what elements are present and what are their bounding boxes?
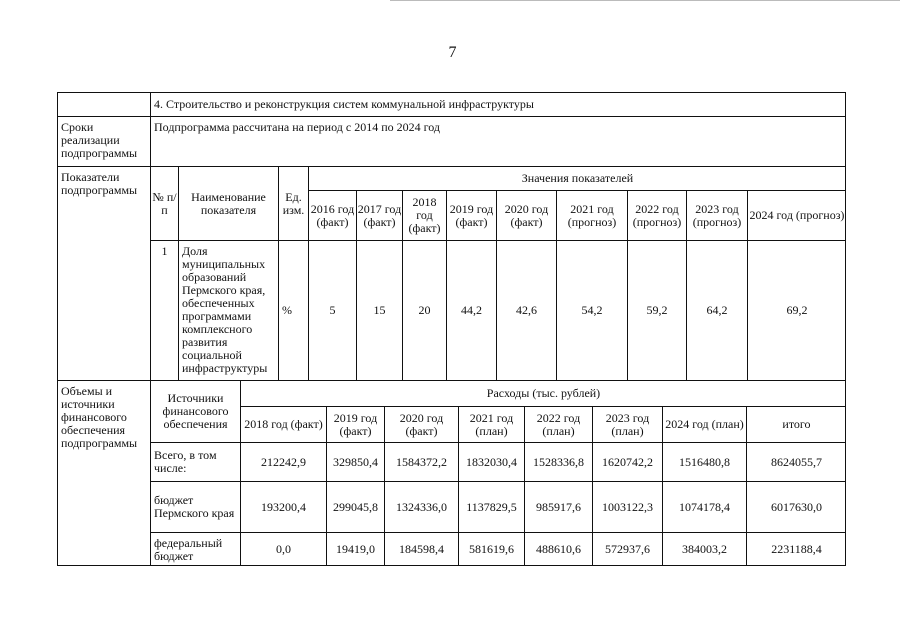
financing-value xyxy=(240,442,326,481)
indicator-row-unit-text: % xyxy=(282,303,292,317)
financing-value xyxy=(662,442,746,481)
indicator-year-header xyxy=(308,190,356,240)
indicators-values-header xyxy=(308,166,846,190)
financing-year-header-text: 2021 год (план) xyxy=(469,410,514,438)
period-text-text: Подпрограмма рассчитана на период с 2014 по 2024 год xyxy=(154,120,440,134)
indicator-value xyxy=(356,240,402,380)
indicators-col-num-text: № п/п xyxy=(152,189,177,217)
financing-year-header-text: итого xyxy=(782,417,811,431)
financing-value xyxy=(326,481,384,532)
indicator-value xyxy=(747,240,846,380)
financing-source xyxy=(150,481,240,532)
scan-edge-line xyxy=(390,0,900,1)
section-title xyxy=(150,92,846,116)
financing-year-header-text: 2020 год (факт) xyxy=(399,410,444,438)
indicator-value xyxy=(308,240,356,380)
indicator-year-header-text: 2022 год (прогноз) xyxy=(632,201,682,229)
financing-value-text: 985917,6 xyxy=(536,499,581,514)
financing-source-text: федеральный бюджет xyxy=(154,535,223,563)
financing-value xyxy=(458,532,524,566)
financing-value-text: 1832030,4 xyxy=(466,454,517,469)
financing-source xyxy=(150,442,240,481)
financing-year-header-text: 2023 год (план) xyxy=(605,410,650,438)
financing-value-text: 488610,6 xyxy=(536,542,581,556)
indicator-year-header-text: 2021 год (прогноз) xyxy=(567,201,617,229)
indicator-year-header xyxy=(356,190,402,240)
indicator-value xyxy=(686,240,747,380)
financing-value xyxy=(662,481,746,532)
financing-value xyxy=(746,481,846,532)
financing-value-text: 8624055,7 xyxy=(771,454,822,469)
financing-value-text: 1584372,2 xyxy=(396,454,447,469)
indicator-year-header-text: 2016 год (факт) xyxy=(310,201,355,229)
financing-value xyxy=(524,532,592,566)
financing-value-text: 1324336,0 xyxy=(396,499,447,514)
period-label-text: Сроки реализации подпрограммы xyxy=(61,120,138,160)
financing-value xyxy=(384,442,458,481)
financing-value-text: 184598,4 xyxy=(399,542,444,556)
indicator-value-text: 42,6 xyxy=(516,303,537,317)
financing-year-header-text: 2018 год (факт) xyxy=(244,417,323,431)
indicator-year-header-text: 2017 год (факт) xyxy=(357,201,402,229)
financing-value xyxy=(746,532,846,566)
financing-value xyxy=(746,442,846,481)
financing-expenses-header xyxy=(240,380,846,406)
indicator-year-header xyxy=(402,190,446,240)
indicator-value xyxy=(627,240,686,380)
financing-value xyxy=(326,532,384,566)
indicator-value-text: 20 xyxy=(418,303,431,317)
financing-value-text: 2231188,4 xyxy=(771,542,822,556)
financing-year-header-text: 2024 год (план) xyxy=(665,417,744,431)
financing-year-header xyxy=(524,406,592,442)
financing-value xyxy=(384,532,458,566)
indicators-col-unit-text: Ед. изм. xyxy=(282,189,305,217)
period-text xyxy=(150,116,846,166)
indicator-row-name-text: Доля муниципальных образований Пермского края, обеспеченных программами комплексного развития социальной инфраструктуры xyxy=(182,244,268,375)
indicator-row-name xyxy=(178,240,278,380)
indicators-col-name-text: Наименование показателя xyxy=(191,189,266,217)
indicator-year-header-text: 2018 год (факт) xyxy=(408,195,441,235)
indicators-label xyxy=(57,166,150,380)
financing-value xyxy=(662,532,746,566)
financing-value-text: 329850,4 xyxy=(333,454,378,469)
financing-year-header xyxy=(746,406,846,442)
indicator-row-unit xyxy=(278,240,308,380)
financing-value-text: 1620742,2 xyxy=(602,454,653,469)
financing-source-text: Всего, в том числе: xyxy=(154,448,217,475)
financing-year-header xyxy=(240,406,326,442)
financing-year-header xyxy=(326,406,384,442)
indicator-value-text: 15 xyxy=(373,303,386,317)
indicator-value-text: 5 xyxy=(329,303,336,317)
section-title-text: 4. Строительство и реконструкция систем коммунальной инфраструктуры xyxy=(154,97,534,111)
financing-value xyxy=(458,442,524,481)
financing-year-header-text: 2019 год (факт) xyxy=(333,410,378,438)
financing-value-text: 1074178,4 xyxy=(679,499,730,514)
financing-year-header xyxy=(662,406,746,442)
financing-year-header xyxy=(384,406,458,442)
indicator-value-text: 64,2 xyxy=(706,303,728,317)
financing-value-text: 299045,8 xyxy=(333,499,378,514)
page-number: 7 xyxy=(448,44,457,61)
indicator-value-text: 44,2 xyxy=(461,303,482,317)
financing-value-text: 1528336,8 xyxy=(533,454,584,469)
financing-value-text: 384003,2 xyxy=(682,542,727,556)
indicator-year-header xyxy=(556,190,627,240)
indicators-col-num xyxy=(150,166,178,240)
indicators-label-text: Показатели подпрограммы xyxy=(61,170,138,197)
indicators-col-unit xyxy=(278,166,308,240)
financing-col-source xyxy=(150,380,240,442)
financing-value xyxy=(592,532,662,566)
indicator-year-header xyxy=(496,190,556,240)
financing-value xyxy=(592,481,662,532)
indicators-values-header-text: Значения показателей xyxy=(521,171,634,185)
financing-value-text: 1003122,3 xyxy=(602,499,653,514)
financing-value xyxy=(524,442,592,481)
financing-value xyxy=(384,481,458,532)
financing-year-header xyxy=(458,406,524,442)
indicator-year-header xyxy=(446,190,496,240)
financing-value-text: 1137829,5 xyxy=(466,499,517,514)
financing-label-text: Объемы и источники финансового обеспечения подпрограммы xyxy=(61,384,138,450)
financing-value-text: 193200,4 xyxy=(261,499,306,514)
financing-label xyxy=(57,380,150,566)
indicators-col-name xyxy=(178,166,278,240)
period-label xyxy=(57,116,150,166)
header-row-empty-cell xyxy=(57,92,150,116)
financing-value-text: 1516480,8 xyxy=(679,454,730,469)
financing-value xyxy=(458,481,524,532)
indicator-value-text: 59,2 xyxy=(646,303,668,317)
financing-year-header-text: 2022 год (план) xyxy=(536,410,581,438)
indicator-row-num xyxy=(150,240,178,380)
financing-value xyxy=(592,442,662,481)
financing-year-header xyxy=(592,406,662,442)
financing-value-text: 0,0 xyxy=(276,542,291,556)
indicator-year-header-text: 2024 год (прогноз) xyxy=(749,208,845,222)
indicator-year-header xyxy=(686,190,747,240)
financing-value xyxy=(326,442,384,481)
financing-source-text: бюджет Пермского края xyxy=(154,493,235,520)
financing-value-text: 19419,0 xyxy=(336,542,375,556)
indicator-year-header-text: 2020 год (факт) xyxy=(504,201,549,229)
indicator-value-text: 69,2 xyxy=(786,303,808,317)
financing-expenses-header-text: Расходы (тыс. рублей) xyxy=(486,386,601,400)
financing-value xyxy=(524,481,592,532)
indicator-value xyxy=(496,240,556,380)
financing-value-text: 6017630,0 xyxy=(771,499,822,514)
financing-value-text: 581619,6 xyxy=(469,542,514,556)
financing-value xyxy=(240,532,326,566)
financing-col-source-text: Источники финансового обеспечения xyxy=(162,391,229,431)
indicator-year-header-text: 2023 год (прогноз) xyxy=(692,201,742,229)
indicator-year-header xyxy=(747,190,846,240)
financing-source xyxy=(150,532,240,566)
indicator-value xyxy=(556,240,627,380)
financing-value-text: 572937,6 xyxy=(605,542,650,556)
indicator-value xyxy=(446,240,496,380)
indicator-row-num-text: 1 xyxy=(161,244,168,258)
indicator-year-header-text: 2019 год (факт) xyxy=(449,201,494,229)
indicator-value-text: 54,2 xyxy=(581,303,603,317)
indicator-value xyxy=(402,240,446,380)
financing-value-text: 212242,9 xyxy=(261,454,306,469)
indicator-year-header xyxy=(627,190,686,240)
financing-value xyxy=(240,481,326,532)
